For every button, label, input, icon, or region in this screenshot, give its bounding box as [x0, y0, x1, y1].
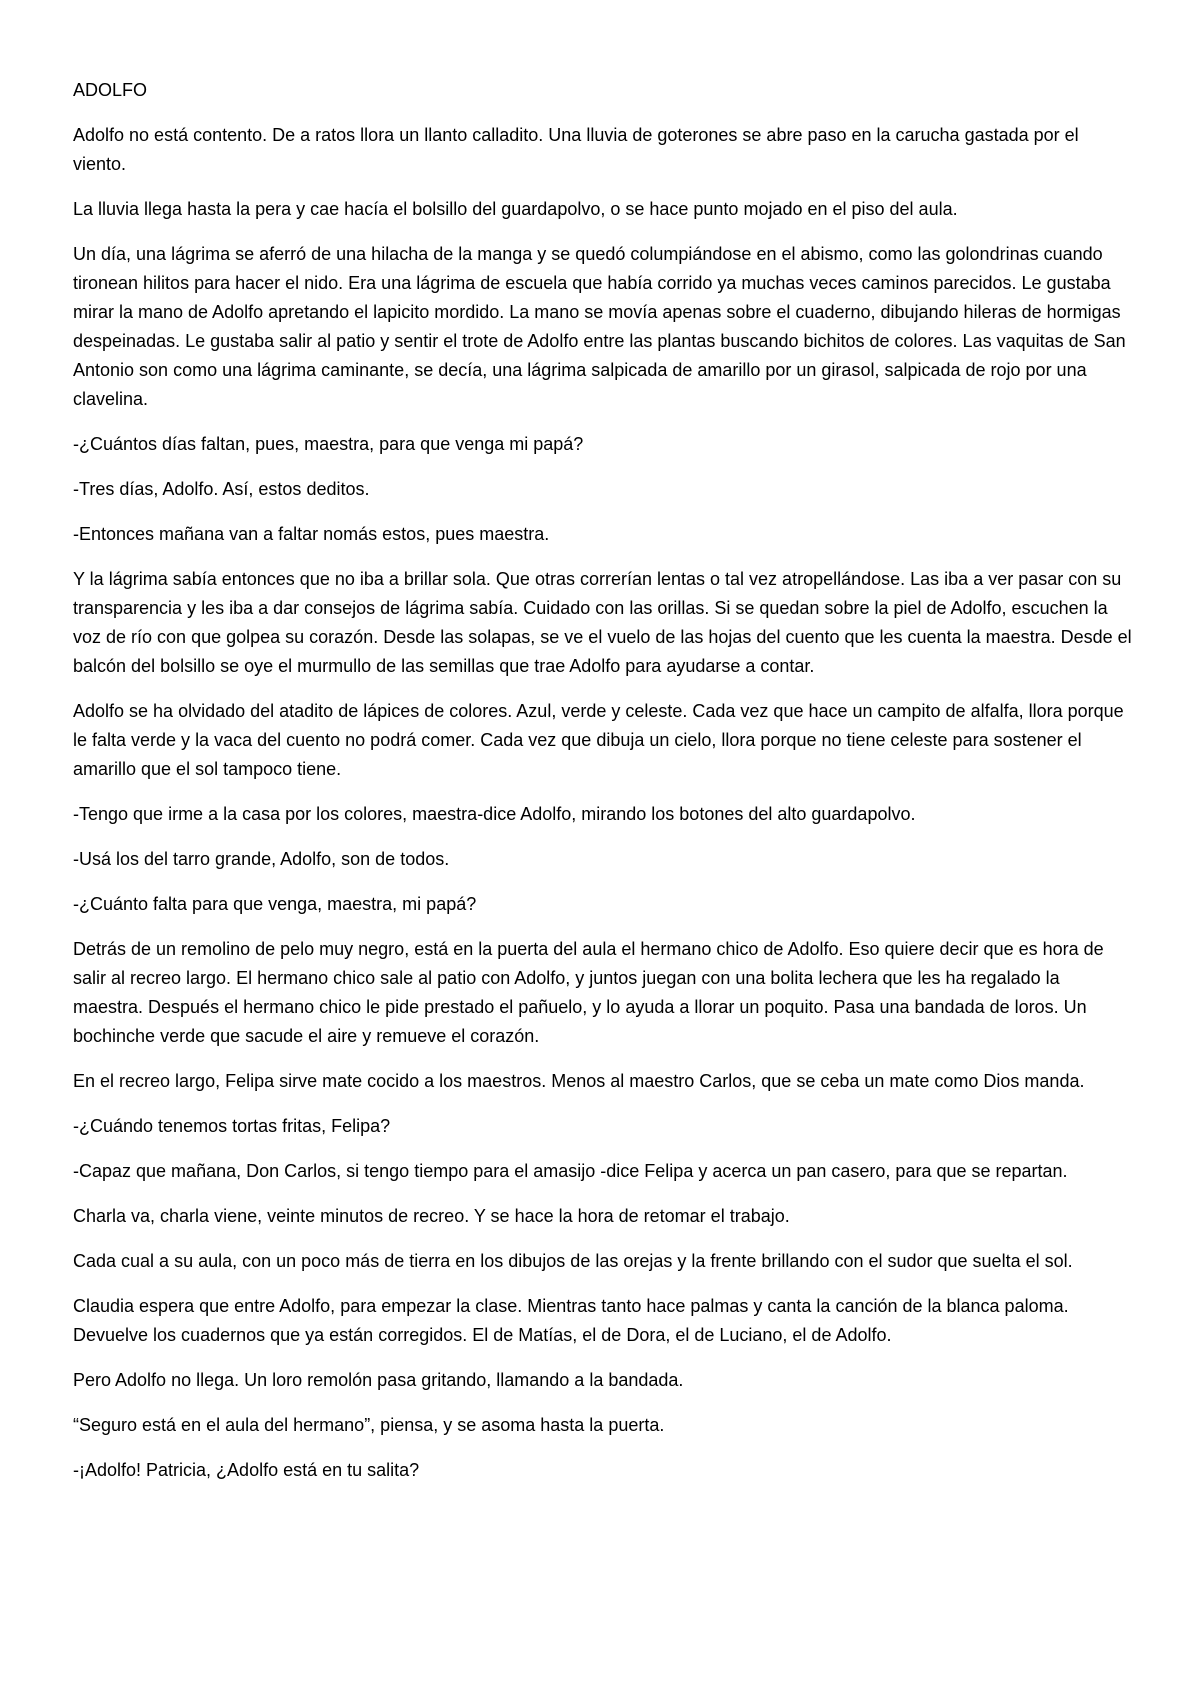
paragraph: Adolfo no está contento. De a ratos llora un llanto calladito. Una lluvia de goterones se abre paso en la carucha gastada por el viento. — [73, 125, 1079, 174]
document-page — [73, 76, 1133, 1501]
paragraph: -Entonces mañana van a faltar nomás estos, pues maestra. — [73, 524, 550, 544]
paragraph: -¡Adolfo! Patricia, ¿Adolfo está en tu salita? — [73, 1460, 420, 1480]
paragraph: Adolfo se ha olvidado del atadito de lápices de colores. Azul, verde y celeste. Cada vez que hace un campito de alfalfa, llora porque le falta verde y la vaca del cuento no podrá comer. Cada vez que dibuja un cielo, llora porque no tiene celeste para sostener el amarillo que el sol tampoco tiene. — [73, 701, 1124, 779]
paragraph: -Tengo que irme a la casa por los colores, maestra-dice Adolfo, mirando los botones del alto guardapolvo. — [73, 804, 916, 824]
paragraph: -Tres días, Adolfo. Así, estos deditos. — [73, 479, 370, 499]
paragraph: Charla va, charla viene, veinte minutos de recreo. Y se hace la hora de retomar el trabajo. — [73, 1206, 790, 1226]
paragraph: En el recreo largo, Felipa sirve mate cocido a los maestros. Menos al maestro Carlos, que se ceba un mate como Dios manda. — [73, 1071, 1085, 1091]
paragraph: -Capaz que mañana, Don Carlos, si tengo tiempo para el amasijo -dice Felipa y acerca un pan casero, para que se repartan. — [73, 1161, 1068, 1181]
paragraph: -¿Cuándo tenemos tortas fritas, Felipa? — [73, 1116, 391, 1136]
paragraph: -¿Cuántos días faltan, pues, maestra, para que venga mi papá? — [73, 434, 584, 454]
paragraph: Cada cual a su aula, con un poco más de tierra en los dibujos de las orejas y la frente brillando con el sudor que suelta el sol. — [73, 1251, 1073, 1271]
paragraph: La lluvia llega hasta la pera y cae hacía el bolsillo del guardapolvo, o se hace punto mojado en el piso del aula. — [73, 199, 958, 219]
paragraph: Un día, una lágrima se aferró de una hilacha de la manga y se quedó columpiándose en el abismo, como las golondrinas cuando tironean hilitos para hacer el nido. Era una lágrima de escuela que había corrido ya muchas veces caminos parecidos. Le gustaba mirar la mano de Adolfo apretando el lapicito mordido. La mano se movía apenas sobre el cuaderno, dibujando hileras de hormigas despeinadas. Le gustaba salir al patio y sentir el trote de Adolfo entre las plantas buscando bichitos de colores. Las vaquitas de San Antonio son como una lágrima caminante, se decía, una lágrima salpicada de amarillo por un girasol, salpicada de rojo por una clavelina. — [73, 244, 1126, 409]
paragraph: -Usá los del tarro grande, Adolfo, son de todos. — [73, 849, 450, 869]
paragraph: Y la lágrima sabía entonces que no iba a brillar sola. Que otras correrían lentas o tal vez atropellándose. Las iba a ver pasar con su transparencia y les iba a dar consejos de lágrima sabía. Cuidado con las orillas. Si se quedan sobre la piel de Adolfo, escuchen la voz de río con que golpea su corazón. Desde las solapas, se ve el vuelo de las hojas del cuento que les cuenta la maestra. Desde el balcón del bolsillo se oye el murmullo de las semillas que trae Adolfo para ayudarse a contar. — [73, 569, 1132, 676]
document-title: ADOLFO — [73, 80, 148, 100]
paragraph: -¿Cuánto falta para que venga, maestra, mi papá? — [73, 894, 477, 914]
paragraph: “Seguro está en el aula del hermano”, piensa, y se asoma hasta la puerta. — [73, 1415, 665, 1435]
paragraph: Detrás de un remolino de pelo muy negro, está en la puerta del aula el hermano chico de Adolfo. Eso quiere decir que es hora de salir al recreo largo. El hermano chico sale al patio con Adolfo, y juntos juegan con una bolita lechera que les ha regalado la maestra. Después el hermano chico le pide prestado el pañuelo, y lo ayuda a llorar un poquito. Pasa una bandada de loros. Un bochinche verde que sacude el aire y remueve el corazón. — [73, 939, 1104, 1046]
paragraph: Claudia espera que entre Adolfo, para empezar la clase. Mientras tanto hace palmas y canta la canción de la blanca paloma. Devuelve los cuadernos que ya están corregidos. El de Matías, el de Dora, el de Luciano, el de Adolfo. — [73, 1296, 1069, 1345]
paragraph: Pero Adolfo no llega. Un loro remolón pasa gritando, llamando a la bandada. — [73, 1370, 684, 1390]
